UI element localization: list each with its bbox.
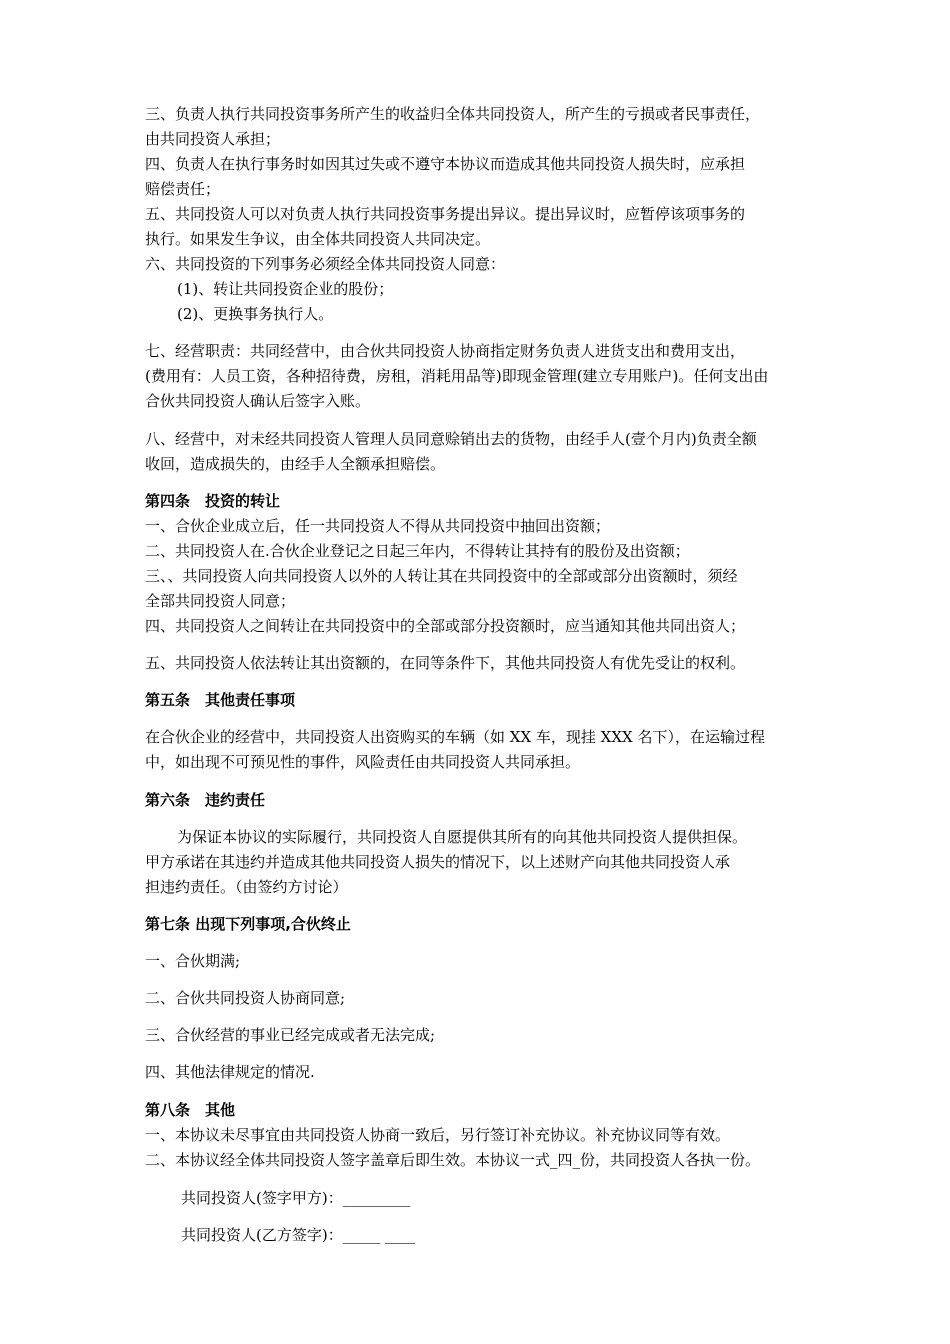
clause-line: 在合伙企业的经营中，共同投资人出资购买的车辆（如 XX 车，现挂 XXX 名下），在运输过程 (145, 728, 765, 746)
clause-line: 执行。如果发生争议，由全体共同投资人共同决定。 (145, 230, 491, 248)
clause-line: 四、负责人在执行事务时如因其过失或不遵守本协议而造成其他共同投资人损失时，应承担 (145, 155, 746, 173)
article-4-heading: 第四条 投资的转让 (145, 492, 281, 510)
article-7-heading: 第七条 出现下列事项,合伙终止 (145, 915, 351, 933)
clause-line: 一、合伙期满; (145, 952, 241, 970)
article-6-heading: 第六条 违约责任 (145, 791, 266, 809)
clause-line: 五、共同投资人依法转让其出资额的，在同等条件下，其他共同投资人有优先受让的权利。 (145, 654, 746, 672)
article-5-heading: 第五条 其他责任事项 (145, 691, 296, 709)
clause-line: 中，如出现不可预见性的事件，风险责任由共同投资人共同承担。 (145, 753, 581, 771)
clause-line: 一、本协议未尽事宜由共同投资人协商一致后，另行签订补充协议。补充协议同等有效。 (145, 1126, 731, 1144)
clause-line: 八、经营中，对未经共同投资人管理人员同意赊销出去的货物，由经手人(壹个月内)负责全额 (145, 430, 757, 448)
clause-line: 二、合伙共同投资人协商同意; (145, 989, 346, 1007)
clause-line: 六、共同投资的下列事务必须经全体共同投资人同意： (145, 255, 506, 273)
clause-line: 四、其他法律规定的情况. (145, 1063, 315, 1081)
clause-line: 四、共同投资人之间转让在共同投资中的全部或部分投资额时，应当通知其他共同出资人； (145, 617, 746, 635)
clause-line: 为保证本协议的实际履行，共同投资人自愿提供其所有的向其他共同投资人提供担保。 (177, 828, 748, 846)
sub-item: (1)、转让共同投资企业的股份； (177, 280, 394, 298)
clause-line: 三、合伙经营的事业已经完成或者无法完成; (145, 1026, 436, 1044)
signature-line-party-b: 共同投资人(乙方签字)：_____ ____ (181, 1226, 415, 1244)
clause-line: 五、共同投资人可以对负责人执行共同投资事务提出异议。提出异议时，应暂停该项事务的 (145, 205, 746, 223)
clause-line: 合伙共同投资人确认后签字入账。 (145, 392, 371, 410)
clause-line: 二、本协议经全体共同投资人签字盖章后即生效。本协议一式_四_份，共同投资人各执一份。 (145, 1151, 761, 1169)
clause-line: 担违约责任。（由签约方讨论） (145, 878, 348, 896)
clause-line: 二、共同投资人在.合伙企业登记之日起三年内，不得转让其持有的股份及出资额； (145, 542, 690, 560)
sub-item: (2)、更换事务执行人。 (177, 305, 334, 323)
clause-line: 收回，造成损失的，由经手人全额承担赔偿。 (145, 455, 446, 473)
article-8-heading: 第八条 其他 (145, 1101, 236, 1119)
clause-line: 甲方承诺在其违约并造成其他共同投资人损失的情况下，以上述财产向其他共同投资人承 (145, 853, 731, 871)
clause-line: (费用有：人员工资，各种招待费，房租，消耗用品等)即现金管理(建立专用账户)。任何支出由 (145, 367, 769, 385)
clause-line: 三、、共同投资人向共同投资人以外的人转让其在共同投资中的全部或部分出资额时，须经 (145, 567, 738, 585)
signature-line-party-a: 共同投资人(签字甲方)：_________ (181, 1189, 411, 1207)
clause-line: 由共同投资人承担； (145, 130, 281, 148)
clause-line: 一、合伙企业成立后，任一共同投资人不得从共同投资中抽回出资额； (145, 517, 611, 535)
clause-line: 三、负责人执行共同投资事务所产生的收益归全体共同投资人，所产生的亏损或者民事责任， (145, 105, 761, 123)
clause-line: 七、经营职责：共同经营中，由合伙共同投资人协商指定财务负责人进货支出和费用支出， (145, 342, 746, 360)
clause-line: 全部共同投资人同意； (145, 592, 296, 610)
clause-line: 赔偿责任； (145, 180, 221, 198)
